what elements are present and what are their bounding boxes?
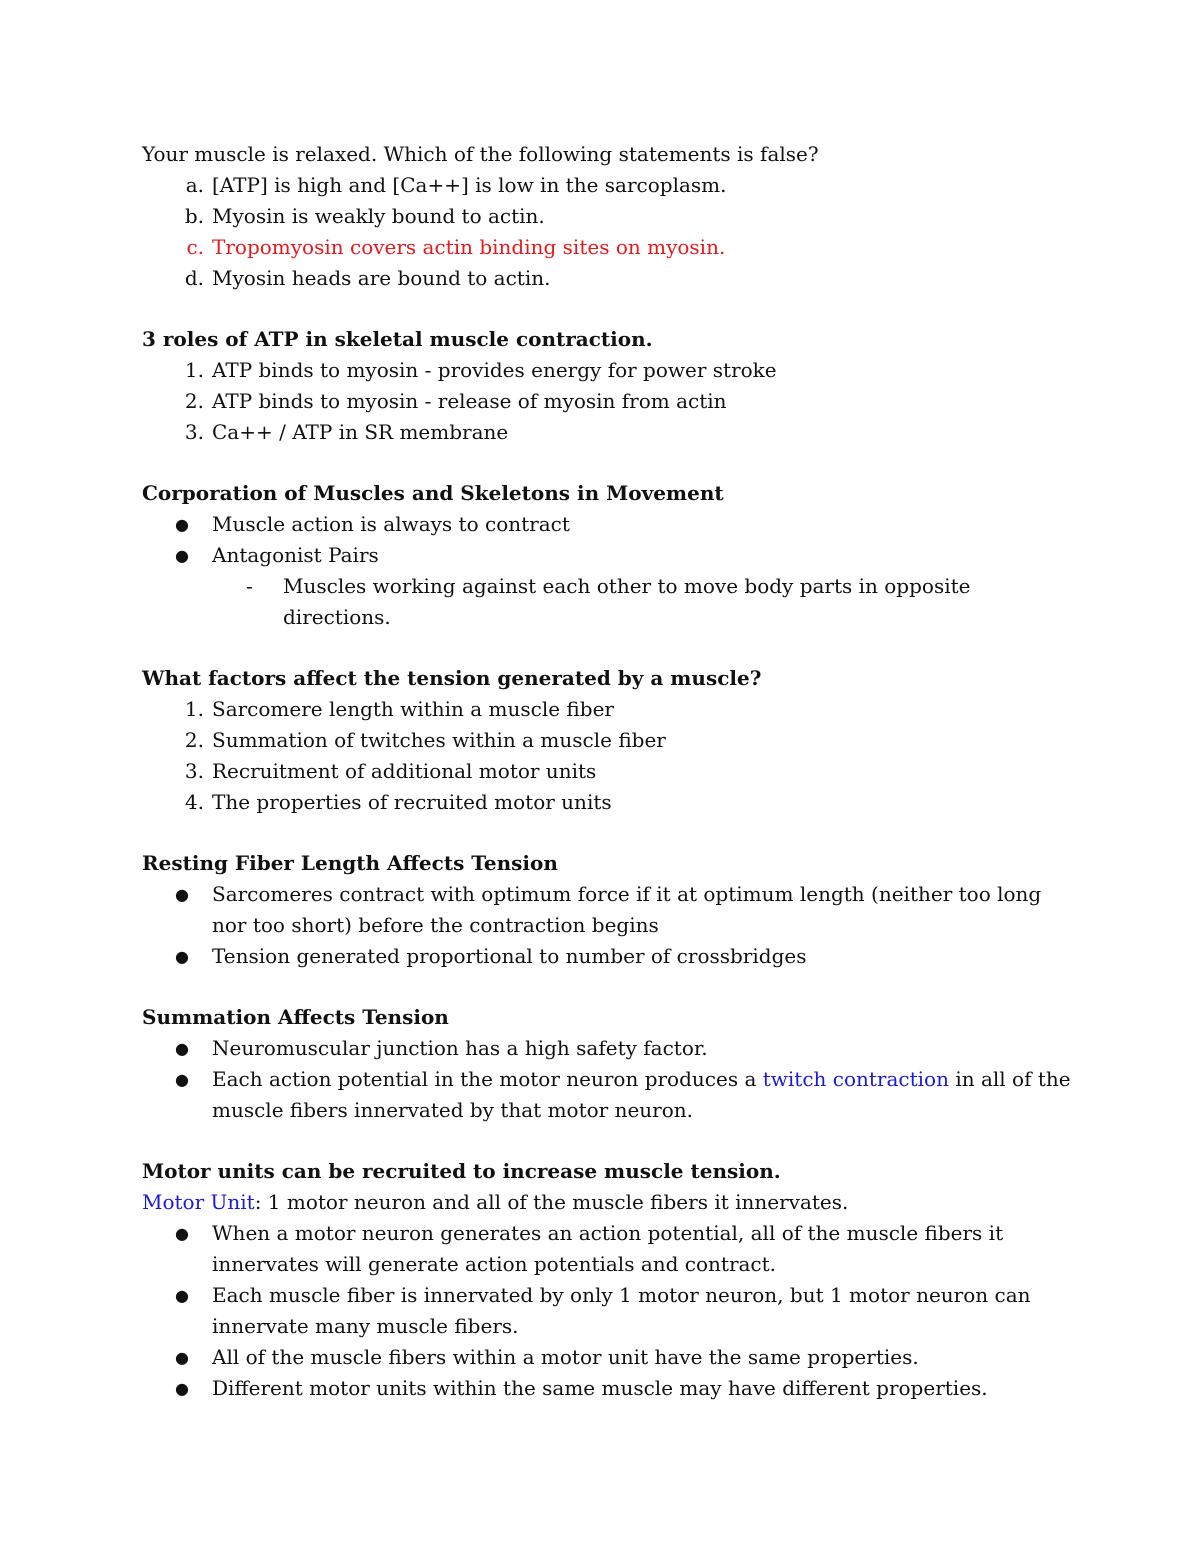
twitch-contraction-term: twitch contraction [762, 1067, 949, 1091]
bullet-text: Different motor units within the same muscle may have different properties. [212, 1376, 988, 1400]
bullet-item [142, 540, 1072, 571]
bullet-item [142, 1218, 1072, 1280]
sub-bullet-item [142, 571, 1072, 633]
list-text: ATP binds to myosin - release of myosin from actin [212, 389, 727, 413]
option-marker: b. [184, 204, 204, 228]
section-heading-summation: Summation Affects Tension [142, 1005, 449, 1029]
bullet-icon: ● [175, 546, 189, 565]
list-item [142, 787, 1072, 818]
bullet-text: Antagonist Pairs [212, 543, 379, 567]
bullet-item [142, 879, 1072, 941]
definition-text: : 1 motor neuron and all of the muscle fibers it innervates. [254, 1190, 849, 1214]
question-option-a [142, 170, 1072, 201]
list-text: Ca++ / ATP in SR membrane [212, 420, 509, 444]
bullet-item [142, 1033, 1072, 1064]
list-marker: 1. [184, 358, 204, 382]
document-body [142, 139, 1072, 1404]
dash-icon: - [246, 574, 253, 598]
bullet-text: Neuromuscular junction has a high safety factor. [212, 1036, 708, 1060]
list-item [142, 355, 1072, 386]
bullet-icon: ● [175, 1379, 189, 1398]
bullet-icon: ● [175, 515, 189, 534]
bullet-item [142, 1280, 1072, 1342]
list-item [142, 417, 1072, 448]
option-marker: c. [186, 235, 204, 259]
question-option-b [142, 201, 1072, 232]
question-prompt: Your muscle is relaxed. Which of the following statements is false? [142, 142, 819, 166]
list-marker: 2. [184, 389, 204, 413]
bullet-icon: ● [175, 1348, 189, 1367]
option-text: Myosin heads are bound to actin. [212, 266, 551, 290]
option-marker: a. [185, 173, 204, 197]
list-marker: 2. [184, 728, 204, 752]
list-text: ATP binds to myosin - provides energy for power stroke [212, 358, 777, 382]
bullet-icon: ● [175, 1039, 189, 1058]
bullet-text: Sarcomeres contract with optimum force if it at optimum length (neither too long nor too short) before the contraction begins [212, 882, 1042, 937]
question-option-c-answer [142, 232, 1072, 263]
bullet-item [142, 1064, 1072, 1126]
bullet-icon: ● [175, 1286, 189, 1305]
bullet-icon: ● [175, 1070, 189, 1089]
bullet-icon: ● [175, 947, 189, 966]
bullet-text: Muscle action is always to contract [212, 512, 570, 536]
option-text: [ATP] is high and [Ca++] is low in the sarcoplasm. [212, 173, 727, 197]
list-marker: 1. [184, 697, 204, 721]
list-item [142, 694, 1072, 725]
question-option-d [142, 263, 1072, 294]
bullet-item [142, 941, 1072, 972]
bullet-icon: ● [175, 1224, 189, 1243]
option-marker: d. [184, 266, 204, 290]
bullet-item [142, 509, 1072, 540]
motor-unit-definition [142, 1187, 1072, 1218]
section-heading-resting-length: Resting Fiber Length Affects Tension [142, 851, 558, 875]
bullet-item [142, 1342, 1072, 1373]
motor-unit-term: Motor Unit [142, 1190, 255, 1214]
bullet-text: Tension generated proportional to number of crossbridges [212, 944, 807, 968]
bullet-text-end: in all of the muscle fibers innervated by that motor neuron. [212, 1067, 1071, 1122]
list-item [142, 756, 1072, 787]
list-text: Recruitment of additional motor units [212, 759, 597, 783]
section-heading-cooperation: Corporation of Muscles and Skeletons in Movement [142, 481, 724, 505]
section-heading-atp-roles: 3 roles of ATP in skeletal muscle contraction. [142, 327, 653, 351]
option-text: Tropomyosin covers actin binding sites on myosin. [212, 235, 726, 259]
bullet-text: Each muscle fiber is innervated by only 1 motor neuron, but 1 motor neuron can innervate many muscle fibers. [212, 1283, 1031, 1338]
sub-bullet-text: Muscles working against each other to move body parts in opposite directions. [283, 574, 971, 629]
list-marker: 4. [184, 790, 204, 814]
bullet-icon: ● [175, 885, 189, 904]
section-heading-tension-factors: What factors affect the tension generated by a muscle? [142, 666, 762, 690]
bullet-text: When a motor neuron generates an action potential, all of the muscle fibers it innervates will generate action potentials and contract. [212, 1221, 1004, 1276]
bullet-item [142, 1373, 1072, 1404]
section-heading-motor-units: Motor units can be recruited to increase muscle tension. [142, 1159, 781, 1183]
list-marker: 3. [184, 420, 204, 444]
option-text: Myosin is weakly bound to actin. [212, 204, 545, 228]
list-marker: 3. [184, 759, 204, 783]
list-item [142, 725, 1072, 756]
list-item [142, 386, 1072, 417]
list-text: Summation of twitches within a muscle fiber [212, 728, 666, 752]
list-text: The properties of recruited motor units [212, 790, 612, 814]
bullet-text-start: Each action potential in the motor neuron produces a [212, 1067, 763, 1091]
list-text: Sarcomere length within a muscle fiber [212, 697, 614, 721]
bullet-text: All of the muscle fibers within a motor unit have the same properties. [212, 1345, 919, 1369]
